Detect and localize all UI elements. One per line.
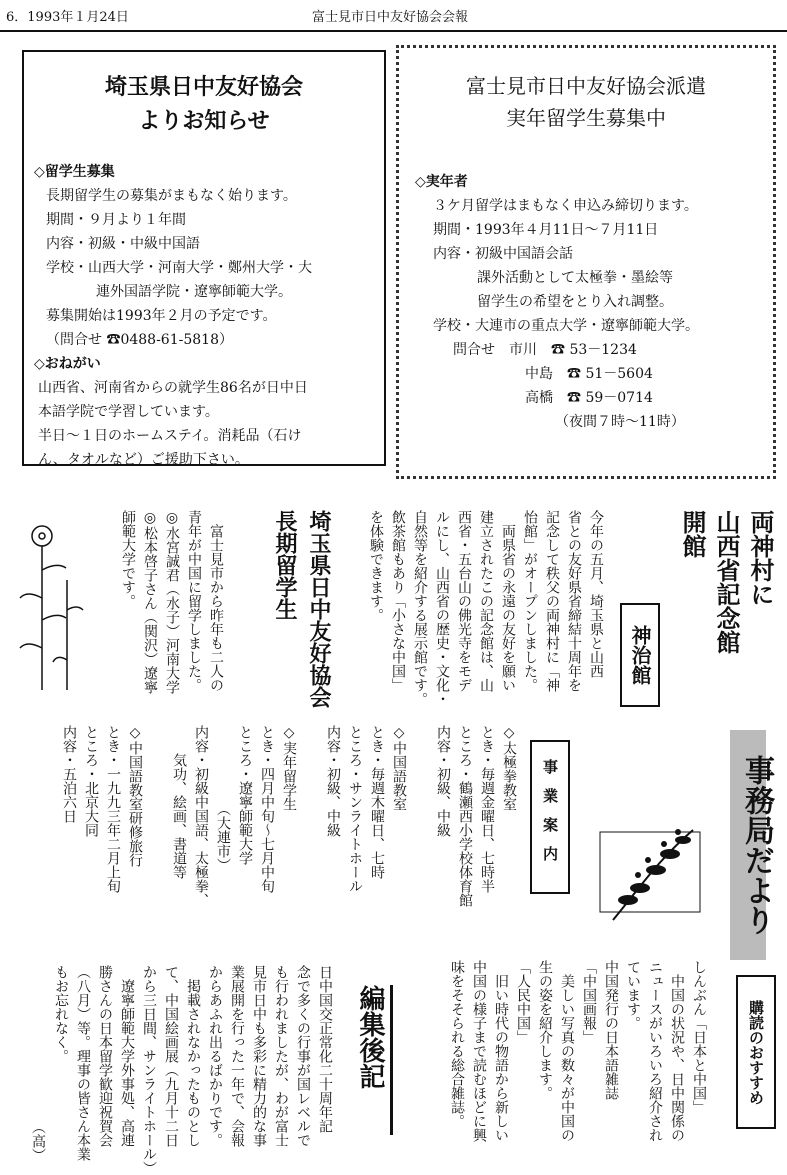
students-headline-line: 埼玉県日中友好協会	[306, 510, 331, 708]
right-notice-box	[396, 45, 776, 479]
editorial-body: 日中国交正常化二十周年記 念で多くの行事が国レベルで も行われましたが、わが富士 見市日中も多彩に精力的な事 業展開を行った一年で、会報 からあふれ出るばかりです。 掲載されなかったものとし て、中国絵画展（九月十二日 から三日間、サンライトホール） 遼寧師範大学外事処、高連 勝さんの日本留学歓迎祝賀会 （八月）等。理事の皆さん本業 もお忘れなく。	[53, 965, 333, 1175]
left-notice-box	[22, 50, 386, 466]
senior-line: 学校・大連市の重点大学・遼寧師範大学。	[433, 318, 699, 334]
recruit-line: 期間・９月より１年間	[46, 212, 186, 228]
museum-headline-line: 山西省記念館	[712, 510, 740, 654]
office-headline: 事務局だより	[730, 730, 782, 960]
recruit-line: 学校・山西大学・河南大学・鄭州大学・大	[46, 260, 312, 276]
plant-icon	[600, 829, 700, 920]
right-box-content	[415, 170, 699, 434]
events-body: ◇太極拳教室 とき・毎週金曜日、七時半 ところ・鶴瀬西小学校体育館 内容・初級、中級 ◇中国語教室 とき・毎週木曜日、七時 ところ・サンライトホール 内容・初級、中級 ◇実年留学生 とき・四月中旬～七月中旬 ところ・遼寧師範大学 （大連市） 内容・初級中国語、太極拳、 気功、絵画、書道等 ◇中国語教室研修旅行 とき・一九九三年二月上旬 ところ・北京大同 内容・五泊六日	[61, 725, 517, 907]
editorial-headline: 編集後記	[350, 985, 393, 1135]
museum-headline-line: 開館	[678, 510, 706, 558]
recruit-line: 連外国語学院・遼寧師範大学。	[96, 284, 292, 300]
contact-line: 問合せ 市川 ☎ 53－1234	[453, 342, 637, 358]
students-headline	[245, 510, 335, 710]
recruit-line: 内容・初級・中級中国語	[46, 236, 200, 252]
contact-line: 高橋 ☎ 59－0714	[525, 390, 653, 406]
museum-headline	[667, 510, 777, 710]
contact-line: 中島 ☎ 51－5604	[525, 366, 653, 382]
header-rule	[0, 30, 787, 32]
page-number-date: 6．1993年１月24日	[6, 10, 129, 25]
senior-line: 期間・1993年４月11日～７月11日	[433, 222, 659, 238]
right-box-title-1: 富士見市日中友好協会派遣	[466, 74, 706, 98]
reading-body: しんぶん「日本と中国」 中国の状況や、日中関係の ニュースがいろいろ紹介され ています。 中国発行の日本語雑誌 「中国画報」 美しい写真の数々が中国の 生の姿を紹介します。 「人民中国」 旧い時代の物語から新しい 中国の様子まで読むほどに興 味をそそられる総合雑誌。	[449, 960, 707, 1142]
senior-line: ３ケ月留学はまもなく申込み締切ります。	[433, 198, 698, 214]
recruit-line: 募集開始は1993年２月の予定です。	[46, 308, 277, 324]
senior-line: 留学生の希望をとり入れ調整。	[477, 294, 673, 310]
recruit-contact: （問合せ ☎0488-61-5818）	[46, 332, 233, 348]
students-body: 富士見市から昨年も二人の 青年が中国に留学しました。 ◎水宮誠君（水子）河南大学 ◎松本啓子さん（関沢）遼寧 師範大学です。	[120, 510, 224, 694]
request-line: 山西省、河南省からの就学生86名が日中日	[38, 380, 308, 396]
contact-hours: （夜間７時～11時）	[555, 414, 685, 430]
flower-decoration	[12, 520, 92, 700]
museum-label: 神治館	[620, 603, 660, 707]
flower-icon	[20, 526, 83, 690]
request-line: 半日～１日のホームステイ。消耗品（石け	[38, 428, 302, 444]
editorial-signature: （高）	[30, 1120, 46, 1162]
senior-line: 課外活動として太極拳・墨絵等	[477, 270, 673, 286]
request-line: 本語学院で学習しています。	[38, 404, 219, 420]
right-box-title-2: 実年留学生募集中	[506, 106, 666, 130]
recruit-line: 長期留学生の募集がまもなく始ります。	[46, 188, 297, 204]
plant-illustration	[598, 820, 708, 925]
reading-label: 購読のおすすめ	[736, 975, 776, 1129]
museum-headline-line: 両神村に	[746, 510, 774, 606]
museum-body: 今年の五月、埼玉県と山西 省との友好県省締結十周年を 記念して秩父の両神村に「神 怡館」がオープンしました。 両県省の永遠の友好を願い 建立されたこの記念館は、山 西省・五台山の佛光寺をモデ ルにし、山西省の歴史・文化・ 自然等を紹介する展示館です。 飲茶館もあり「小さな中国」 を体験できます。	[368, 510, 604, 706]
senior-line: 内容・初級中国語会話	[433, 246, 573, 262]
publication-title: 富士見市日中友好協会会報	[312, 10, 469, 25]
left-box-title-2: よりお知らせ	[138, 109, 270, 134]
left-box-title-1: 埼玉県日中友好協会	[104, 75, 303, 100]
events-label: 事業案内	[530, 740, 570, 894]
request-heading: ◇おねがい	[34, 356, 101, 372]
request-line: ん、タオルなど）ご援助下さい。	[38, 452, 249, 468]
left-box-content	[34, 160, 312, 472]
senior-heading: ◇実年者	[415, 174, 468, 190]
recruit-heading: ◇留学生募集	[34, 164, 115, 180]
students-headline-line: 長期留学生	[272, 510, 297, 620]
